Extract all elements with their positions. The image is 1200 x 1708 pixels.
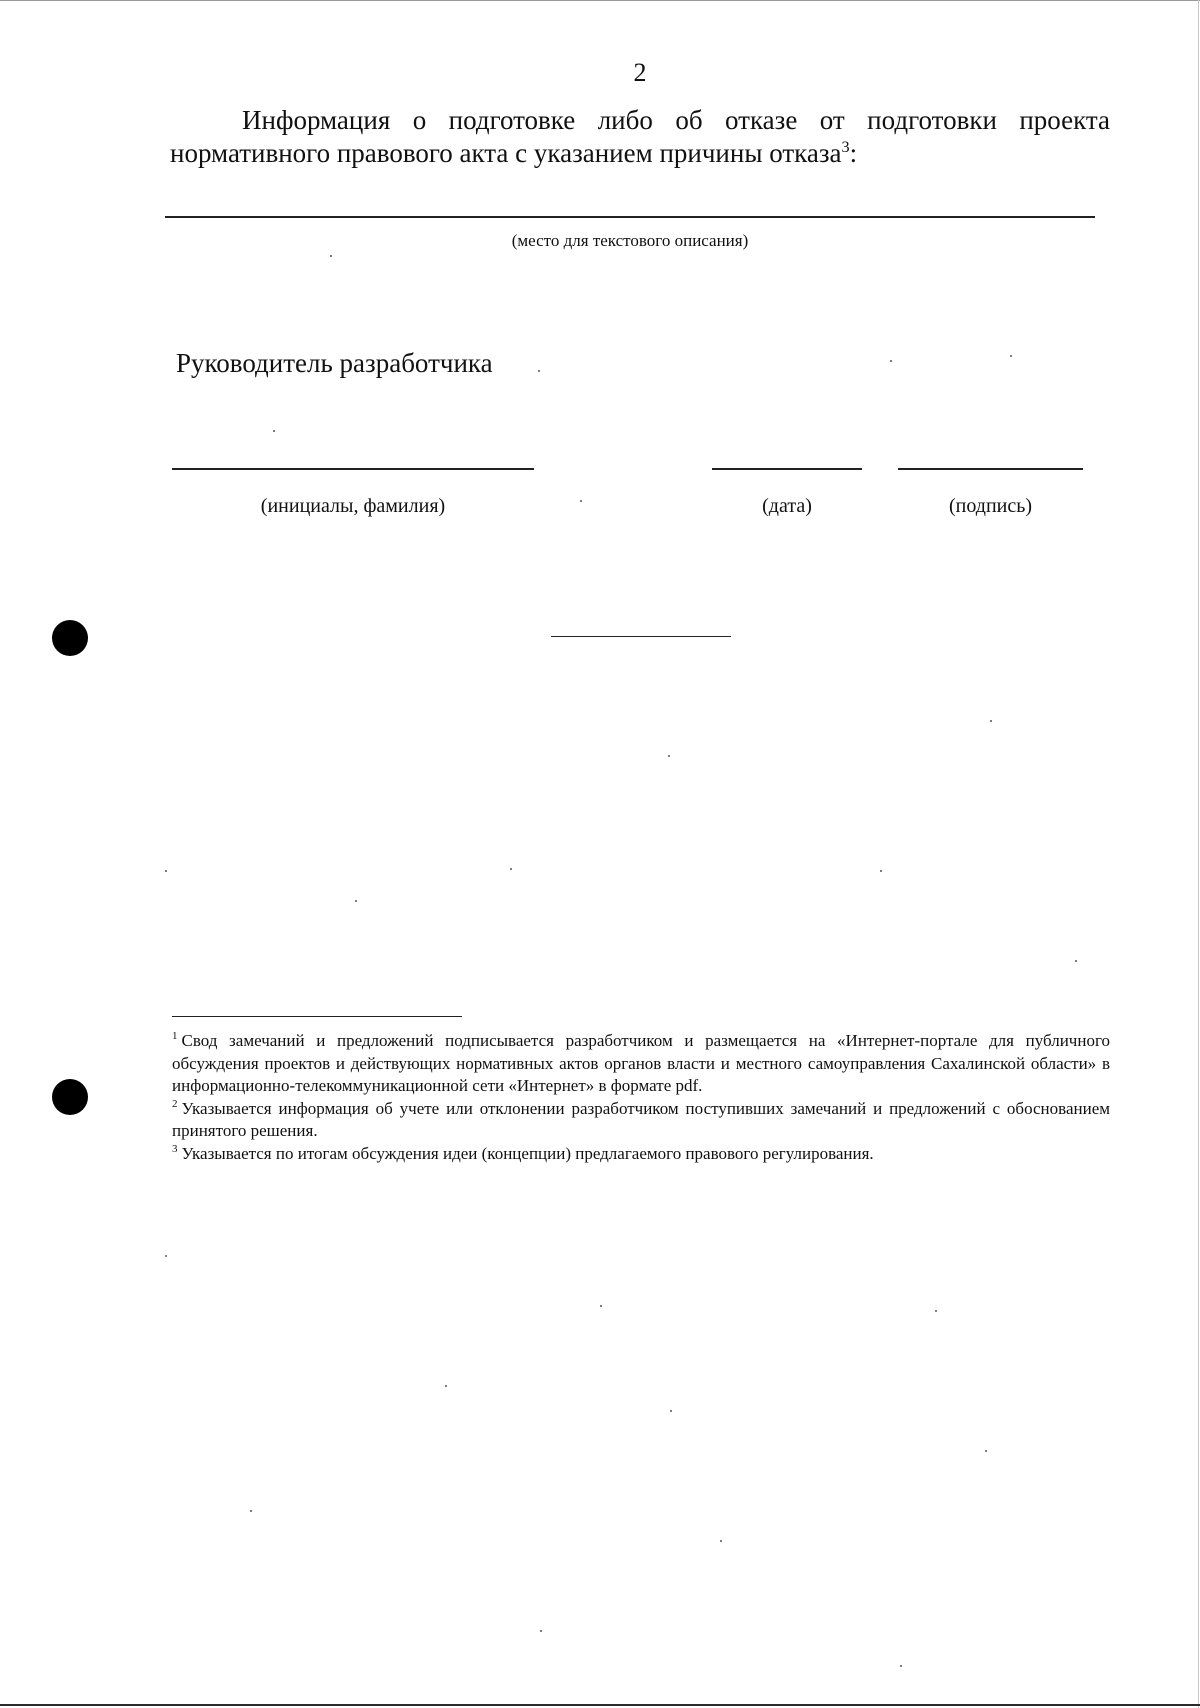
scan-speck <box>880 870 882 872</box>
scan-speck <box>540 1630 542 1632</box>
scan-speck <box>538 370 540 372</box>
scan-speck <box>580 500 582 502</box>
footnotes <box>172 1030 1110 1165</box>
punch-hole-bottom <box>52 1079 88 1115</box>
footnote-text: Свод замечаний и предложений подписывается разработчиком и размещается на «Интернет-портале для публичного обсуждения проектов и действующих нормативных актов органов власти и местного самоуправления Сахалинской области» в информационно-телекоммуникационной сети «Интернет» в формате pdf. <box>172 1031 1110 1095</box>
punch-hole-top <box>52 620 88 656</box>
scan-speck <box>1010 355 1012 357</box>
footnote-separator <box>172 1016 462 1017</box>
scan-speck <box>1075 960 1077 962</box>
scan-speck <box>935 1310 937 1312</box>
footnote-text: Указывается по итогам обсуждения идеи (концепции) предлагаемого правового регулирования. <box>181 1143 874 1163</box>
footnote-3 <box>172 1143 1110 1166</box>
heading-footnote-ref: 3 <box>841 138 850 156</box>
scan-speck <box>600 1305 602 1307</box>
scan-speck <box>985 1450 987 1452</box>
footnote-number: 2 <box>172 1097 178 1110</box>
scan-speck <box>165 870 167 872</box>
scan-edge-bottom <box>0 1704 1200 1706</box>
signature-caption: (подпись) <box>948 495 1033 517</box>
scan-speck <box>990 720 992 722</box>
scan-speck <box>670 1410 672 1412</box>
footnote-text: Указывается информация об учете или отклонении разработчиком поступивших замечаний и предложений с обоснованием принятого решения. <box>172 1098 1110 1140</box>
text-description-caption: (место для текстового описания) <box>511 231 749 250</box>
footnote-number: 3 <box>172 1142 178 1155</box>
footnote-1 <box>172 1030 1110 1098</box>
scan-edge-top <box>0 0 1200 1</box>
page-number: 2 <box>633 58 647 87</box>
footnote-number: 1 <box>172 1030 178 1043</box>
end-separator <box>551 636 731 637</box>
scan-speck <box>445 1385 447 1387</box>
date-line <box>712 468 862 470</box>
scan-speck <box>273 430 275 432</box>
section-heading <box>170 104 1110 170</box>
name-caption: (инициалы, фамилия) <box>260 495 446 517</box>
text-description-line <box>165 216 1095 218</box>
scan-speck <box>720 1540 722 1542</box>
scan-speck <box>355 900 357 902</box>
scan-speck <box>890 360 892 362</box>
scan-edge-right <box>1198 0 1199 1708</box>
scan-speck <box>510 868 512 870</box>
scan-speck <box>668 755 670 757</box>
scan-speck <box>250 1510 252 1512</box>
date-caption: (дата) <box>762 495 812 517</box>
signer-title: Руководитель разработчика <box>176 348 493 378</box>
scan-speck <box>330 255 332 257</box>
scan-speck <box>900 1665 902 1667</box>
heading-text: Информация о подготовке либо об отказе от подготовки проекта нормативного правового акта с указанием причины отказа <box>170 105 1110 168</box>
heading-tail: : <box>849 138 858 168</box>
scan-speck <box>165 1255 167 1257</box>
name-line <box>172 468 534 470</box>
signature-line <box>898 468 1083 470</box>
footnote-2 <box>172 1098 1110 1143</box>
